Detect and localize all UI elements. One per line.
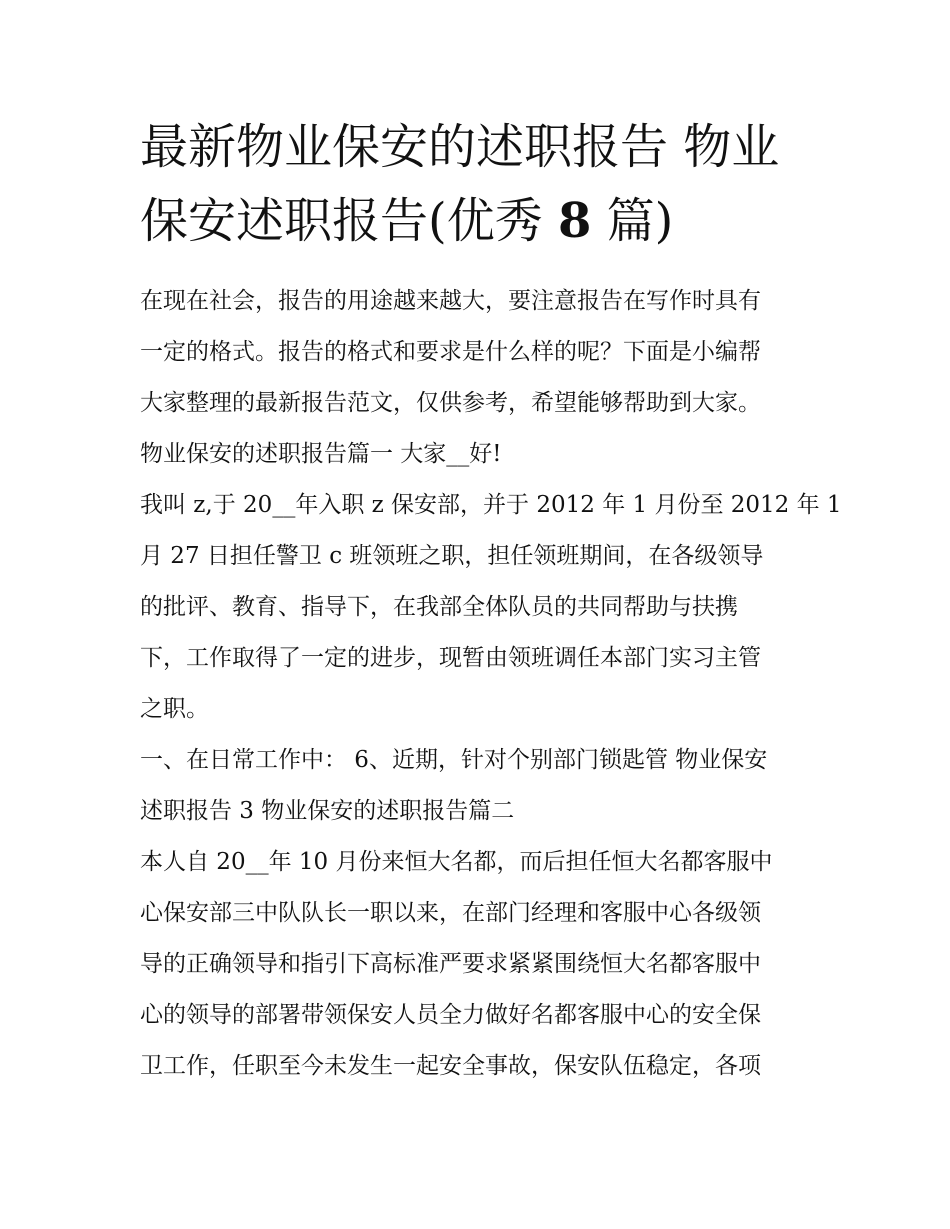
- body-line: 一定的格式。报告的格式和要求是什么样的呢？下面是小编帮: [140, 339, 761, 365]
- body-line: 导的正确领导和指引下高标准严要求紧紧围绕恒大名都客服中: [140, 951, 761, 977]
- title-text: 篇): [591, 193, 674, 249]
- title-line: 最新物业保安的述职报告 物业: [140, 119, 780, 175]
- body-line: 月 27 日担任警卫 c 班领班之职，担任领班期间，在各级领导: [140, 543, 764, 569]
- body-line: 之职。: [140, 696, 209, 722]
- body-line: 心保安部三中队队长一职以来，在部门经理和客服中心各级领: [140, 900, 761, 926]
- body-line: 我叫 z,于 20__年入职 z 保安部，并于 2012 年 1 月份至 2012 年 1: [140, 492, 842, 518]
- title-number: 8: [558, 193, 592, 249]
- body-line: 本人自 20__年 10 月份来恒大名都，而后担任恒大名都客服中: [140, 849, 773, 875]
- body-line: 卫工作，任职至今未发生一起安全事故，保安队伍稳定，各项: [140, 1053, 761, 1079]
- title-text: 保安述职报告(优秀: [140, 193, 558, 249]
- title-line: [140, 184, 830, 258]
- body-line: 的批评、教育、指导下，在我部全体队员的共同帮助与扶携: [140, 594, 738, 620]
- body-line: 下，工作取得了一定的进步，现暂由领班调任本部门实习主管: [140, 645, 761, 671]
- section-heading: 述职报告 3 物业保安的述职报告篇二: [140, 798, 515, 824]
- document-title: [140, 110, 830, 258]
- body-line: 一、在日常工作中： 6、近期，针对个别部门锁匙管 物业保安: [140, 747, 768, 773]
- section-heading: 物业保安的述职报告篇一 大家__好!: [140, 441, 502, 467]
- document-body: [140, 276, 842, 1092]
- body-line: 大家整理的最新报告范文，仅供参考，希望能够帮助到大家。: [140, 390, 761, 416]
- body-line: 在现在社会，报告的用途越来越大，要注意报告在写作时具有: [140, 288, 761, 314]
- body-line: 心的领导的部署带领保安人员全力做好名都客服中心的安全保: [140, 1002, 761, 1028]
